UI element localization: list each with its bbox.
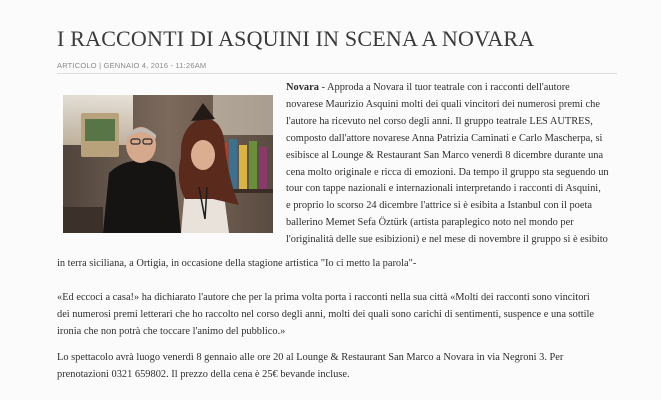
intro-line-4: composto dall'attore novarese Anna Patrizia Caminati e Carlo Mascherpa, si: [286, 132, 603, 144]
intro-line-1: Approda a Novara il tuor teatrale con i racconti dell'autore: [327, 82, 570, 93]
text-line: [286, 80, 618, 97]
article-intro-column: [286, 80, 618, 249]
intro-line-8: e proprio lo scorso 24 dicembre l'attrice si è esibita a Istanbul con il poeta: [286, 200, 592, 212]
event-info-paragraph: [57, 349, 619, 383]
intro-tail-line: in terra siciliana, a Ortigia, in occasione della stagione artistica "Io ci metto la parola"-: [57, 258, 417, 269]
location-separator: -: [318, 82, 327, 93]
intro-line-7: tour con tappe nazionali e internazionali interpretando i racconti di Asquini,: [286, 183, 601, 195]
quote-line-2: dei numerosi premi letterari che ho raccolto nel corso degli anni, molti dei quali sono carichi di sentimenti, suspence e una sottile: [57, 309, 594, 320]
quote-line-3: ironia che non potrà che toccare l'animo del pubblico.»: [57, 326, 286, 337]
intro-continuation: [57, 255, 619, 272]
performers-photo: [63, 95, 273, 233]
article-photo: [63, 95, 273, 233]
intro-line-6: cena molto originale e ricca di emozioni. Da tempo il gruppo sta seguendo un: [286, 166, 609, 178]
intro-line-9: ballerino Memet Sefa Öztürk (artista paraplegico noto nel mondo per: [286, 217, 574, 229]
quote-line-1: «Ed eccoci a casa!» ha dichiarato l'autore che per la prima volta porta i racconti nella sua città «Molti dei racconti sono vincitori: [57, 292, 590, 303]
intro-line-3: l'autore ha ricevuto nel corso degli anni. Il gruppo teatrale LES AUTRES,: [286, 115, 593, 127]
intro-line-2: novarese Maurizio Asquini molti dei quali vincitori dei numerosi premi che: [286, 98, 600, 110]
info-line-2: prenotazioni 0321 659802. Il prezzo della cena è 25€ bevande incluse.: [57, 369, 350, 380]
article-location: Novara: [286, 82, 319, 93]
title-divider: [57, 73, 617, 74]
intro-line-10: l'originalità delle sue esibizioni) e nel mese di novembre il gruppo si è esibito: [286, 234, 608, 246]
article-meta: ARTICOLO | GENNAIO 4, 2016 - 11:26AM: [57, 61, 207, 70]
intro-line-5: esibisce al Lounge & Restaurant San Marco venerdì 8 dicembre durante una: [286, 149, 604, 161]
info-line-1: Lo spettacolo avrà luogo venerdì 8 gennaio alle ore 20 al Lounge & Restaurant San Marco a Novara in via Negroni 3. Per: [57, 352, 564, 363]
article-title: I RACCONTI DI ASQUINI IN SCENA A NOVARA: [57, 26, 535, 51]
quote-paragraph: [57, 289, 619, 340]
